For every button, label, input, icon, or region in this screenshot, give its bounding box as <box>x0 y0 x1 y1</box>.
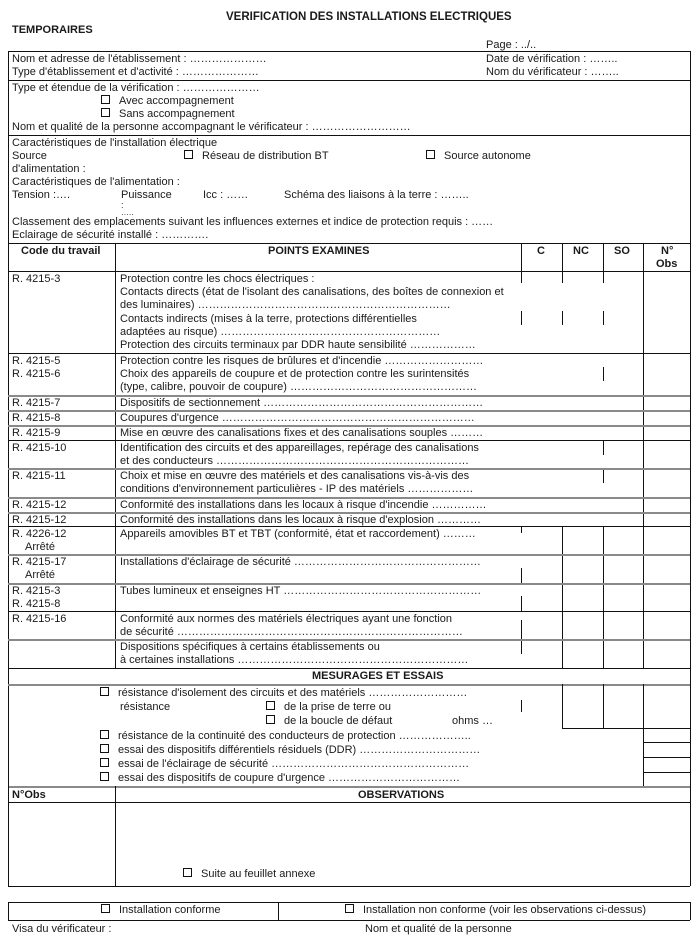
source-label: Source <box>12 150 47 162</box>
page-number: Page : ../.. <box>486 39 537 51</box>
personne-label: Nom et qualité de la personne <box>365 923 512 935</box>
tension-field[interactable]: Tension :…. <box>12 189 71 201</box>
ddr-option[interactable] <box>100 744 480 757</box>
mesurages-title: MESURAGES ET ESSAIS <box>312 670 444 682</box>
annexe-label: Suite au feuillet annexe <box>201 868 316 880</box>
row-code: Arrêté <box>25 541 55 553</box>
row-code: R. 4215-11 <box>12 470 66 482</box>
row-item: Dispositions spécifiques à certains établissements ou <box>120 641 380 653</box>
tick <box>521 311 522 325</box>
col-header-nobs-2: Obs <box>656 258 678 270</box>
puissance-colon: : <box>121 200 124 210</box>
checkbox-icon[interactable] <box>100 730 109 739</box>
tick <box>521 271 522 283</box>
with-escort-option[interactable] <box>101 95 234 108</box>
row-item: Conformité des installations dans les locaux à risque d'explosion ………… <box>120 514 481 526</box>
divider <box>643 757 690 758</box>
row-code: R. 4215-8 <box>12 412 61 424</box>
checkbox-icon[interactable] <box>266 715 275 724</box>
supply-heading: Caractéristiques de l'alimentation : <box>12 176 180 188</box>
row-code: R. 4215-3 <box>12 585 61 597</box>
classement-field[interactable]: Classement des emplacements suivant les influences externes et indice de protection requis : …… <box>12 216 494 228</box>
checkbox-icon[interactable] <box>101 904 110 913</box>
observations-area[interactable] <box>116 803 690 856</box>
tick <box>521 526 522 533</box>
checkbox-icon[interactable] <box>345 904 354 913</box>
continuite-option[interactable] <box>100 730 471 743</box>
tick <box>521 568 522 583</box>
tick <box>521 700 522 712</box>
row-item: Choix des appareils de coupure et de protection contre les surintensités <box>120 368 470 380</box>
row-item: Dispositifs de sectionnement …………………………………………………… <box>120 397 484 409</box>
coupure-option[interactable] <box>100 772 460 785</box>
row-code: R. 4215-9 <box>12 427 61 439</box>
row-code: R. 4215-3 <box>12 273 61 285</box>
tick <box>521 620 522 654</box>
tick <box>603 271 604 283</box>
row-code: R. 4215-12 <box>12 499 67 511</box>
tick <box>603 441 604 455</box>
frame-left <box>8 51 9 857</box>
prise-terre-option[interactable] <box>266 701 391 714</box>
row-item: Choix et mise en œuvre des matériels et des canalisations vis-à-vis des <box>120 470 470 482</box>
divider <box>8 80 690 81</box>
conclusion-right <box>690 902 691 920</box>
row-item: Protection contre les chocs électriques : <box>120 273 315 285</box>
row-item: et des conducteurs …………………………………………………………… <box>120 455 470 467</box>
row-item: Contacts indirects (mises à la terre, protections différentielles <box>120 313 417 325</box>
checkbox-icon[interactable] <box>100 687 109 696</box>
eclairage-test-label: essai de l'éclairage de sécurité ……………………………………………… <box>118 758 470 770</box>
verification-date-field[interactable]: Date de vérification : …….. <box>486 53 618 65</box>
col-divider-nc <box>562 243 563 271</box>
isolement-label: résistance d'isolement des circuits et des matériels ……………………… <box>118 687 468 699</box>
establishment-type-field[interactable]: Type d'établissement et d'activité : ………………… <box>12 66 259 78</box>
frame-right <box>690 786 691 886</box>
row-code: R. 4215-5 <box>12 355 61 367</box>
checkbox-icon[interactable] <box>266 701 275 710</box>
verification-type-field[interactable]: Type et étendue de la vérification : ………………… <box>12 82 260 94</box>
checkbox-icon[interactable] <box>183 868 192 877</box>
row-code: Arrêté <box>25 569 55 581</box>
verifier-name-field[interactable]: Nom du vérificateur : …….. <box>486 66 619 78</box>
establishment-name-field[interactable]: Nom et adresse de l'établissement : ………………… <box>12 53 267 65</box>
row-item: Appareils amovibles BT et TBT (conformité, état et raccordement) ……… <box>120 528 476 540</box>
annexe-option[interactable] <box>183 868 315 881</box>
row-divider <box>8 440 690 441</box>
without-escort-option[interactable] <box>101 108 235 121</box>
document-subtitle: TEMPORAIRES <box>12 24 93 36</box>
col-header-code: Code du travail <box>21 245 101 257</box>
divider <box>643 742 690 743</box>
isolement-option[interactable] <box>100 687 467 700</box>
non-conforme-label: Installation non conforme (voir les observations ci-dessus) <box>363 904 647 916</box>
col-divider <box>643 684 644 786</box>
row-divider <box>8 526 690 527</box>
non-conforme-option[interactable] <box>345 904 646 917</box>
boucle-defaut-label: de la boucle de défaut <box>284 715 393 727</box>
tick <box>603 469 604 483</box>
source-bt-label: Réseau de distribution BT <box>202 150 329 162</box>
col-divider-nobs <box>643 243 644 668</box>
col-divider-so <box>603 243 604 271</box>
conclusion-bottom <box>8 920 690 921</box>
col-divider-c <box>521 243 522 271</box>
observations-nobs-header: N°Obs <box>12 789 46 801</box>
divider <box>8 684 690 686</box>
checkbox-icon[interactable] <box>100 758 109 767</box>
row-item: (type, calibre, pouvoir de coupure) …………………………………………… <box>120 381 477 393</box>
row-item: des luminaires) …………………………………………………………… <box>120 299 451 311</box>
schema-field[interactable]: Schéma des liaisons à la terre : …….. <box>284 189 469 201</box>
installation-heading: Caractéristiques de l'installation électrique <box>12 137 218 149</box>
puissance-dots: ….. <box>121 208 134 217</box>
tick <box>603 311 604 325</box>
col-divider-nc-lower <box>562 526 563 668</box>
divider <box>8 271 690 272</box>
row-divider <box>8 353 690 354</box>
boucle-defaut-option[interactable] <box>266 715 392 728</box>
without-escort-label: Sans accompagnement <box>119 108 235 120</box>
checkbox-icon[interactable] <box>100 772 109 781</box>
row-code: R. 4215-8 <box>12 598 61 610</box>
divider <box>562 728 690 729</box>
row-item: Contacts directs (état de l'isolant des canalisations, des boîtes de connexion et <box>120 286 504 298</box>
checkbox-icon[interactable] <box>184 150 193 159</box>
row-item: Coupures d'urgence …………………………………………………………… <box>120 412 475 424</box>
conclusion-left <box>8 902 9 920</box>
coupure-label: essai des dispositifs de coupure d'urgence ……………………………… <box>118 772 461 784</box>
tick <box>562 311 563 325</box>
visa-label: Visa du vérificateur : <box>12 923 112 935</box>
row-divider <box>8 668 690 669</box>
row-item: Conformité des installations dans les locaux à risque d'incendie …………… <box>120 499 487 511</box>
col-divider-code <box>115 243 116 668</box>
source-autonome-label: Source autonome <box>444 150 531 162</box>
continuite-label: résistance de la continuité des conducteurs de protection ……………….. <box>118 730 471 742</box>
checkbox-icon[interactable] <box>101 95 110 104</box>
divider <box>8 243 690 244</box>
icc-field[interactable]: Icc : …… <box>203 189 249 201</box>
col-header-points: POINTS EXAMINES <box>268 245 370 257</box>
divider <box>8 135 690 136</box>
ohms-field[interactable]: ohms … <box>452 715 493 727</box>
col-header-c: C <box>537 245 545 257</box>
resistance-label: résistance <box>120 701 171 713</box>
row-code: R. 4215-17 <box>12 556 67 568</box>
conforme-option[interactable] <box>101 904 221 917</box>
checkbox-icon[interactable] <box>101 108 110 117</box>
row-code: R. 4215-6 <box>12 368 61 380</box>
row-item: Conformité aux normes des matériels électriques ayant une fonction <box>120 613 453 625</box>
conclusion-top <box>8 902 690 903</box>
tick <box>521 596 522 611</box>
row-item: conditions d'environnement particulières - IP des matériels ……………… <box>120 483 474 495</box>
col-header-nc: NC <box>573 245 589 257</box>
tick <box>562 271 563 283</box>
eclairage-test-option[interactable] <box>100 758 469 771</box>
ddr-label: essai des dispositifs différentiels résiduels (DDR) …………………………… <box>118 744 481 756</box>
row-code: R. 4215-12 <box>12 514 67 526</box>
conclusion-divider <box>278 902 279 920</box>
frame-top <box>8 51 690 52</box>
row-item: adaptées au risque) …………………………………………………… <box>120 326 441 338</box>
row-item: de sécurité …………………………………………………………………… <box>120 626 463 638</box>
row-divider <box>8 611 690 612</box>
col-divider-so-lower <box>603 526 604 668</box>
tick <box>603 367 604 381</box>
divider <box>8 786 690 788</box>
row-item: Identification des circuits et des appareillages, repérage des canalisations <box>120 442 479 454</box>
divider <box>643 772 690 773</box>
conforme-label: Installation conforme <box>119 904 221 916</box>
prise-terre-label: de la prise de terre ou <box>284 701 392 713</box>
row-code: R. 4215-10 <box>12 442 67 454</box>
col-divider <box>603 684 604 728</box>
with-escort-label: Avec accompagnement <box>119 95 234 107</box>
row-item: Protection contre les risques de brûlures et d'incendie ……………………… <box>120 355 484 367</box>
row-code: R. 4215-7 <box>12 397 61 409</box>
frame-right <box>690 51 691 857</box>
row-item: Mise en œuvre des canalisations fixes et des canalisations souples ……… <box>120 427 484 439</box>
row-item: à certaines installations ……………………………………………………… <box>120 654 469 666</box>
row-item: Installations d'éclairage de sécurité …………………………………………… <box>120 556 481 568</box>
row-code: R. 4226-12 <box>12 528 67 540</box>
checkbox-icon[interactable] <box>426 150 435 159</box>
checkbox-icon[interactable] <box>100 744 109 753</box>
source-autonome-option[interactable] <box>426 150 531 163</box>
col-header-so: SO <box>614 245 630 257</box>
source-bt-option[interactable] <box>184 150 329 163</box>
row-code: R. 4215-16 <box>12 613 67 625</box>
document-title: VERIFICATION DES INSTALLATIONS ELECTRIQUES <box>226 11 512 23</box>
frame-left <box>8 786 9 886</box>
row-item: Tubes lumineux et enseignes HT ……………………………………………… <box>120 585 482 597</box>
observations-title: OBSERVATIONS <box>358 789 445 801</box>
col-header-nobs: N° <box>661 245 674 257</box>
col-divider <box>115 786 116 886</box>
frame-bottom <box>8 886 690 887</box>
eclairage-field[interactable]: Eclairage de sécurité installé : …………. <box>12 229 209 241</box>
row-item: Protection des circuits terminaux par DDR haute sensibilité ……………… <box>120 339 476 351</box>
puissance-field[interactable]: Puissance <box>121 189 172 201</box>
escort-person-field[interactable]: Nom et qualité de la personne accompagnant le vérificateur : ……………………… <box>12 121 411 133</box>
source-label-2: d'alimentation : <box>12 163 86 175</box>
col-divider <box>562 684 563 728</box>
